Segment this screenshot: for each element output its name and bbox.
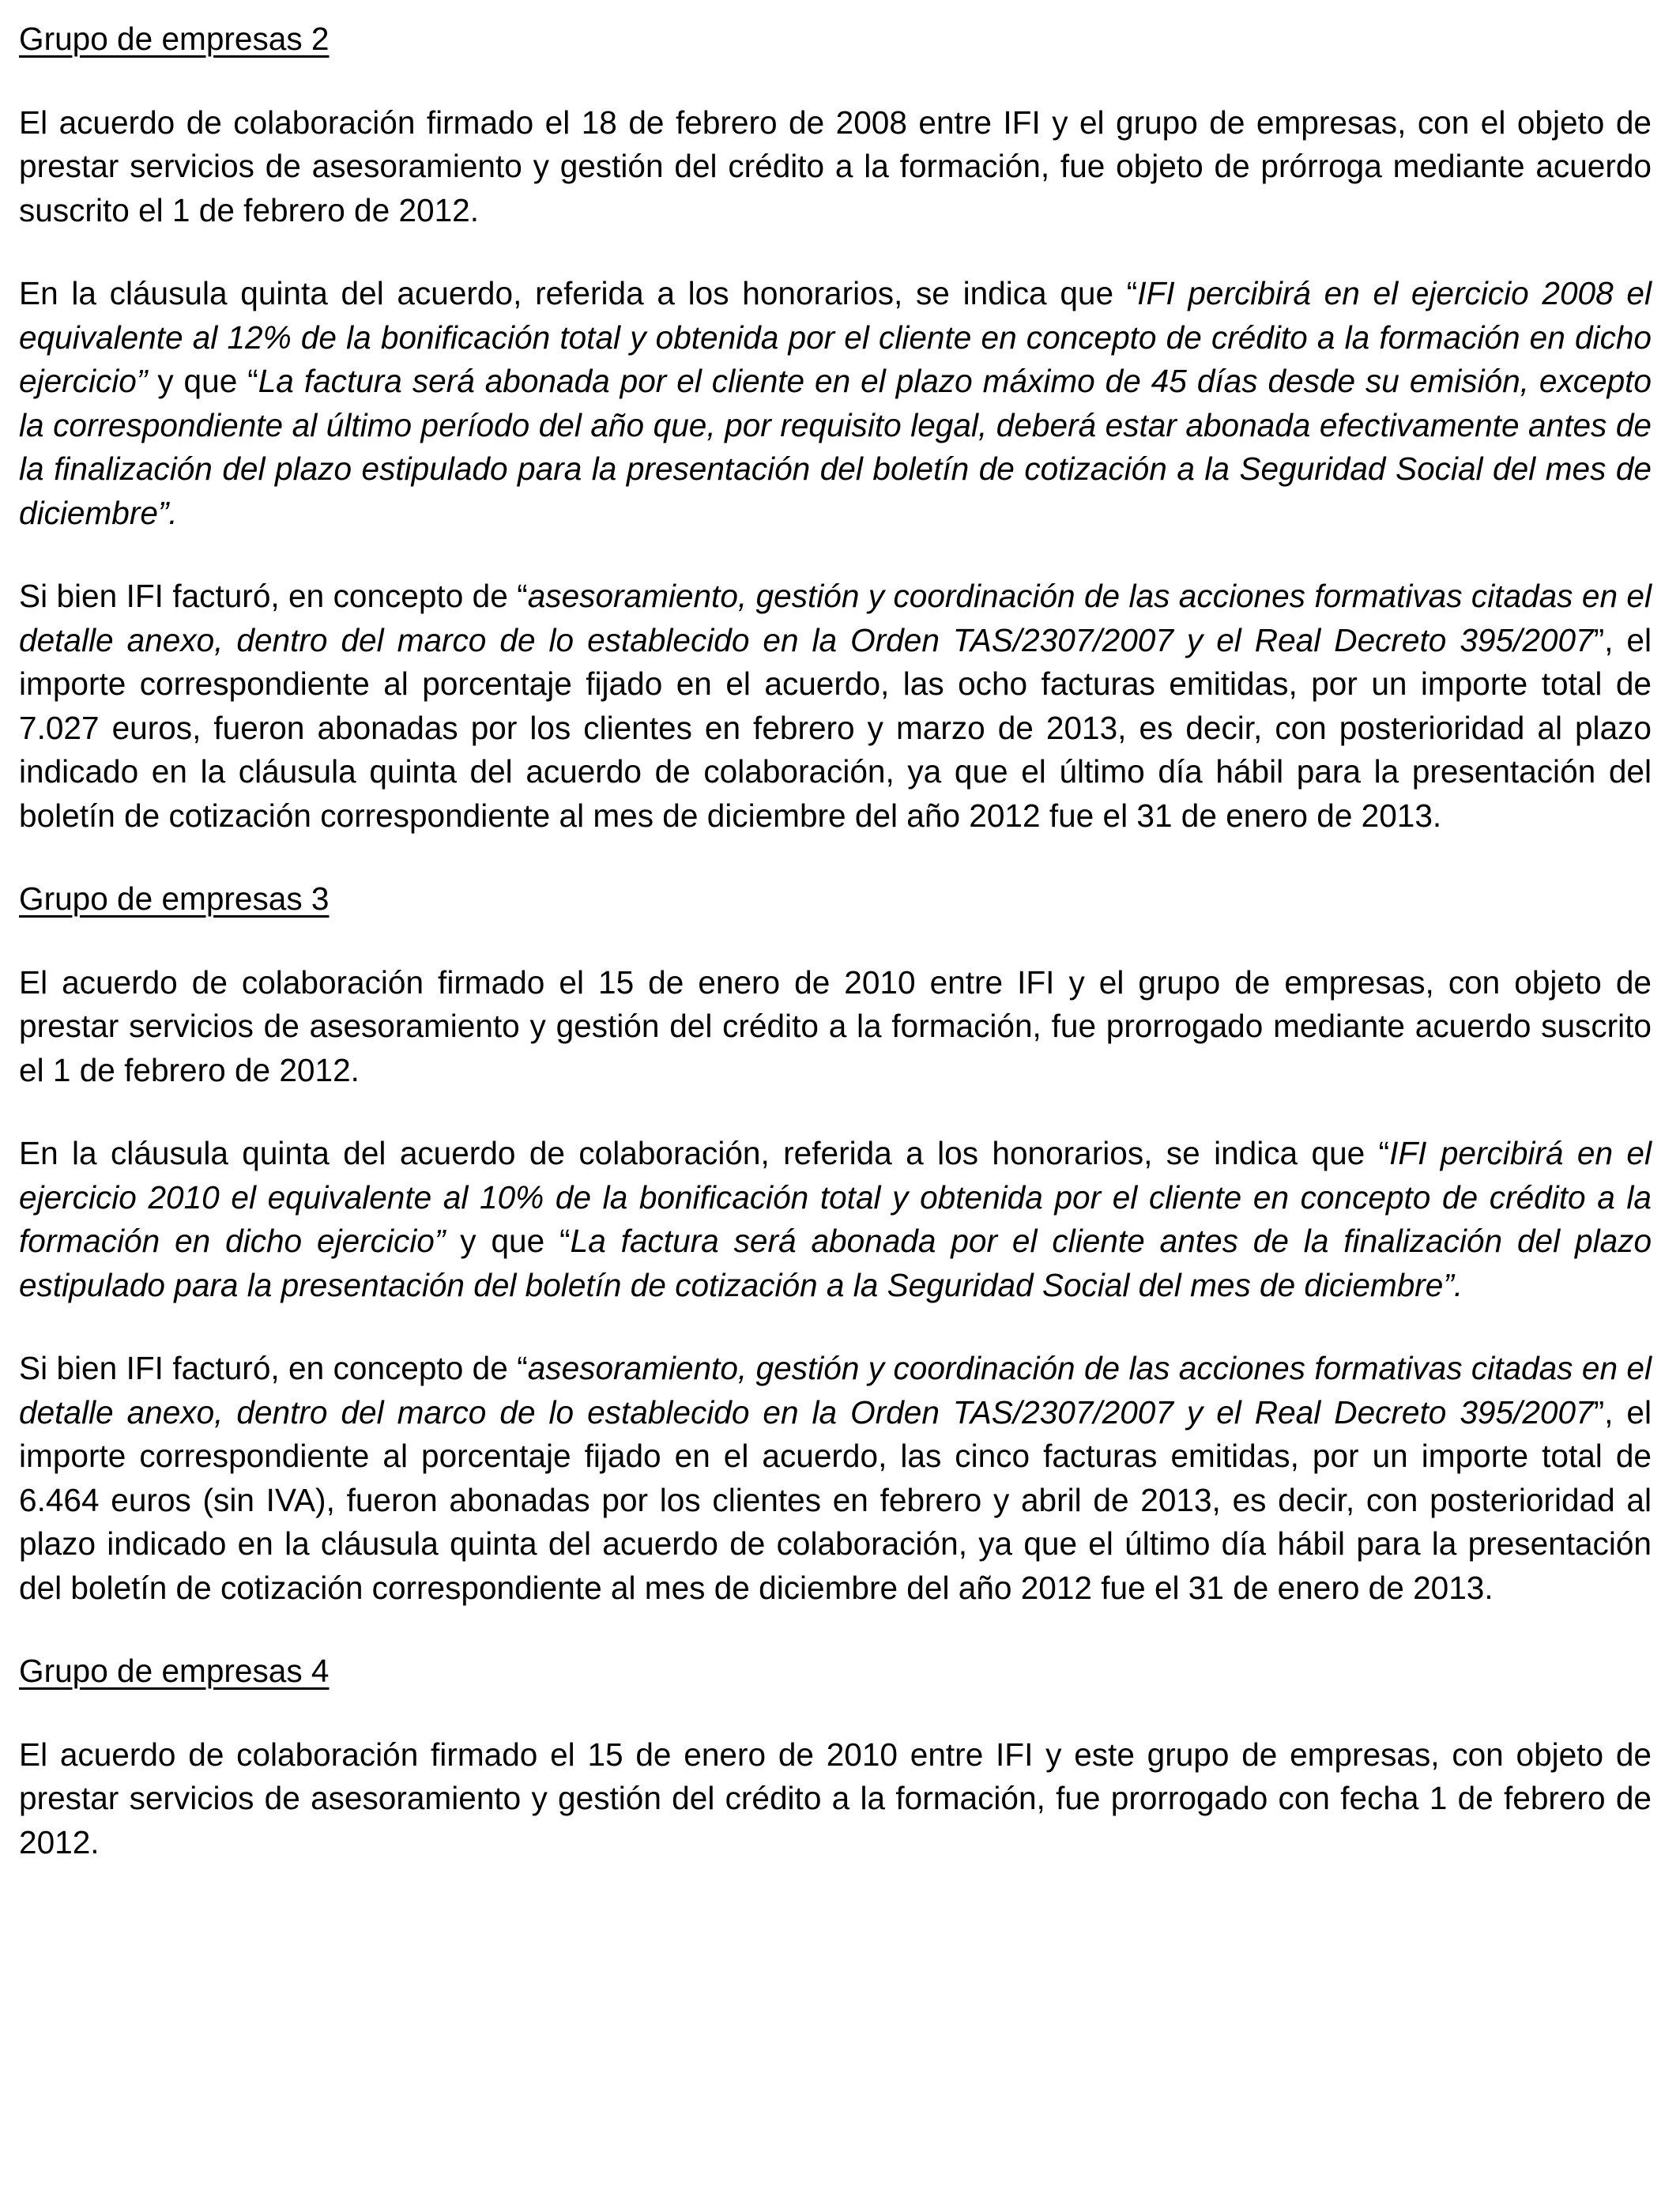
- section-heading: Grupo de empresas 3: [19, 880, 330, 917]
- paragraph: [19, 575, 1652, 838]
- spacer: [19, 838, 1652, 877]
- text-run: En la cláusula quinta del acuerdo, referida a los honorarios, se indica que “: [19, 275, 1138, 311]
- spacer: [19, 922, 1652, 961]
- spacer: [19, 535, 1652, 575]
- spacer: [19, 232, 1652, 272]
- quoted-text: asesoramiento, gestión y coordinación de las acciones formativas citadas en el detalle anexo, dentro del marco de lo establecido en la Orden TAS/2307/2007 y el Real Decreto 395/2007: [19, 1350, 1652, 1431]
- text-run: y que “: [147, 363, 258, 399]
- text-run: Si bien IFI facturó, en concepto de “: [19, 578, 528, 614]
- paragraph: [19, 272, 1652, 535]
- quoted-text: La factura será abonada por el cliente antes de la finalización del plazo estipulado para la presentación del boletín de cotización a la Seguridad Social del mes de diciembre”.: [19, 1223, 1652, 1303]
- text-run: ”, el importe correspondiente al porcentaje fijado en el acuerdo, las ocho facturas emitidas, por un importe total de 7.027 euros, fueron abonadas por los clientes en febrero y marzo de 2013, es decir, con posterioridad al plazo indicado en la cláusula quinta del acuerdo de colaboración, ya que el último día hábil para la presentación del boletín de cotización correspondiente al mes de diciembre del año 2012 fue el 31 de enero de 2013.: [19, 621, 1652, 834]
- spacer: [19, 1610, 1652, 1649]
- paragraph: El acuerdo de colaboración firmado el 15 de enero de 2010 entre IFI y el grupo de empresas, con objeto de prestar servicios de asesoramiento y gestión del crédito a la formación, fue prorrogado mediante acuerdo suscrito el 1 de febrero de 2012.: [19, 963, 1652, 1088]
- quoted-text: IFI percibirá en el ejercicio 2008 el equivalente al 12% de la bonificación total y obtenida por el cliente en concepto de crédito a la formación en dicho ejercicio”: [19, 275, 1652, 399]
- paragraph: [19, 1347, 1652, 1610]
- text-run: y que “: [445, 1223, 571, 1259]
- text-run: ”, el importe correspondiente al porcentaje fijado en el acuerdo, las cinco facturas emitidas, por un importe total de 6.464 euros (sin IVA), fueron abonadas por los clientes en febrero y abril de 2013, es decir, con posterioridad al plazo indicado en la cláusula quinta del acuerdo de colaboración, ya que el último día hábil para la presentación del boletín de cotización correspondiente al mes de diciembre del año 2012 fue el 31 de enero de 2013.: [19, 1393, 1652, 1606]
- quoted-text: IFI percibirá en el ejercicio 2010 el equivalente al 10% de la bonificación total y obtenida por el cliente en concepto de crédito a la formación en dicho ejercicio”: [19, 1135, 1652, 1259]
- quoted-text: asesoramiento, gestión y coordinación de las acciones formativas citadas en el detalle anexo, dentro del marco de lo establecido en la Orden TAS/2307/2007 y el Real Decreto 395/2007: [19, 578, 1652, 658]
- section-heading: Grupo de empresas 4: [19, 1653, 330, 1689]
- text-run: Si bien IFI facturó, en concepto de “: [19, 1350, 528, 1386]
- paragraph: El acuerdo de colaboración firmado el 18 de febrero de 2008 entre IFI y el grupo de empresas, con el objeto de prestar servicios de asesoramiento y gestión del crédito a la formación, fue objeto de prórroga mediante acuerdo suscrito el 1 de febrero de 2012.: [19, 104, 1652, 228]
- section-heading: Grupo de empresas 2: [19, 21, 330, 57]
- paragraph: El acuerdo de colaboración firmado el 15 de enero de 2010 entre IFI y este grupo de empresas, con objeto de prestar servicios de asesoramiento y gestión del crédito a la formación, fue prorrogado con fecha 1 de febrero de 2012.: [19, 1736, 1652, 1860]
- spacer: [19, 62, 1652, 101]
- spacer: [19, 1092, 1652, 1132]
- document-page: [19, 17, 1652, 1864]
- quoted-text: La factura será abonada por el cliente en el plazo máximo de 45 días desde su emisión, excepto la correspondiente al último período del año que, por requisito legal, deberá estar abonada efectivamente antes de la finalización del plazo estipulado para la presentación del boletín de cotización a la Seguridad Social del mes de diciembre”.: [19, 363, 1652, 531]
- text-run: En la cláusula quinta del acuerdo de colaboración, referida a los honorarios, se indica que “: [19, 1135, 1390, 1171]
- spacer: [19, 1307, 1652, 1347]
- spacer: [19, 1694, 1652, 1733]
- paragraph: [19, 1132, 1652, 1307]
